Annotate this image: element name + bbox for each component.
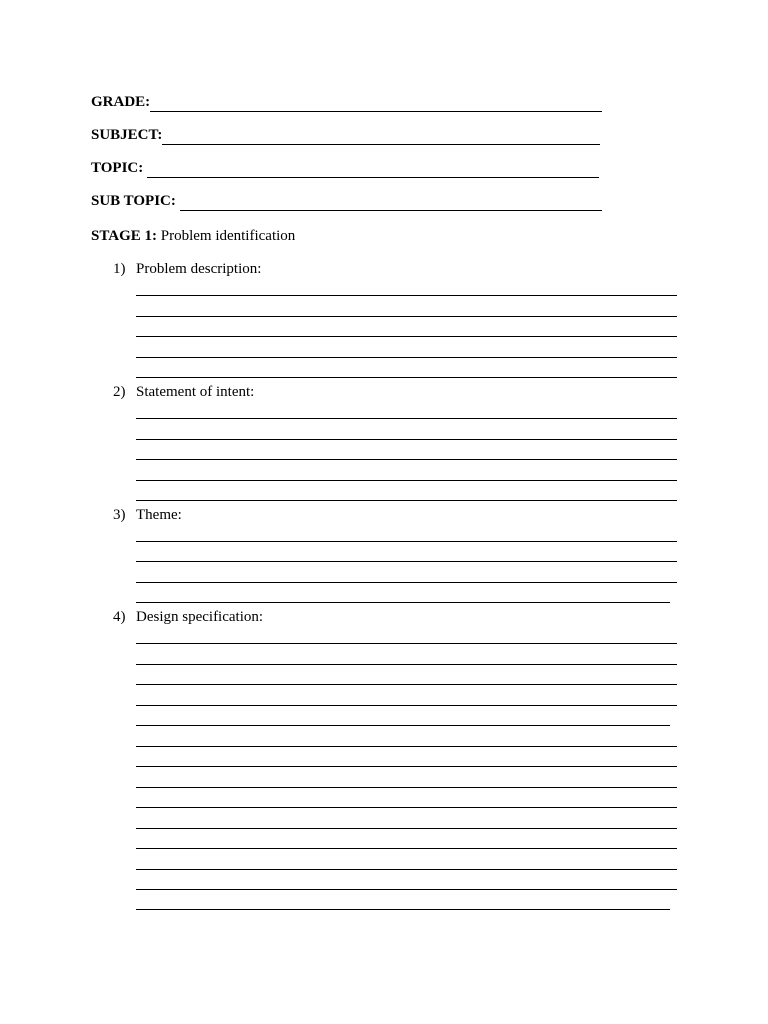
question-text: Statement of intent: [136,384,255,400]
writing-line[interactable] [136,643,677,644]
writing-line[interactable] [136,295,677,296]
question-number: 2) [113,384,126,400]
writing-line[interactable] [136,582,677,583]
grade-label: GRADE: [91,94,151,110]
writing-line[interactable] [136,766,677,767]
question-number: 4) [113,609,126,625]
subject-label: SUBJECT: [91,127,163,143]
subject-field[interactable] [91,125,600,145]
sub-topic-blank[interactable] [180,195,602,211]
grade-blank[interactable] [150,96,602,112]
question-design-specification [113,607,263,627]
question-statement-of-intent [113,382,254,402]
writing-line[interactable] [136,418,677,419]
writing-line[interactable] [136,725,670,726]
writing-line[interactable] [136,684,677,685]
question-problem-description [113,259,261,279]
writing-line[interactable] [136,480,677,481]
question-number: 3) [113,507,126,523]
question-number: 1) [113,261,126,277]
subject-blank[interactable] [162,129,600,145]
writing-line[interactable] [136,316,677,317]
stage-heading [91,226,295,246]
writing-line[interactable] [136,787,677,788]
writing-line[interactable] [136,459,677,460]
writing-line[interactable] [136,909,670,910]
topic-blank[interactable] [147,162,599,178]
stage-title: Problem identification [160,228,296,244]
question-text: Theme: [136,507,182,523]
writing-line[interactable] [136,561,677,562]
writing-line[interactable] [136,500,677,501]
writing-line[interactable] [136,869,677,870]
grade-field[interactable] [91,92,602,112]
question-theme [113,505,182,525]
writing-line[interactable] [136,336,677,337]
stage-label: STAGE 1: [91,228,157,244]
question-text: Design specification: [136,609,264,625]
writing-line[interactable] [136,602,670,603]
topic-field[interactable] [91,158,599,178]
writing-line[interactable] [136,828,677,829]
writing-line[interactable] [136,357,677,358]
writing-line[interactable] [136,439,677,440]
sub-topic-label: SUB TOPIC: [91,193,176,209]
writing-line[interactable] [136,807,677,808]
writing-line[interactable] [136,541,677,542]
writing-line[interactable] [136,746,677,747]
topic-label: TOPIC: [91,160,144,176]
writing-line[interactable] [136,848,677,849]
writing-line[interactable] [136,377,677,378]
question-text: Problem description: [136,261,262,277]
sub-topic-field[interactable] [91,191,602,211]
writing-line[interactable] [136,705,677,706]
writing-line[interactable] [136,889,677,890]
writing-line[interactable] [136,664,677,665]
